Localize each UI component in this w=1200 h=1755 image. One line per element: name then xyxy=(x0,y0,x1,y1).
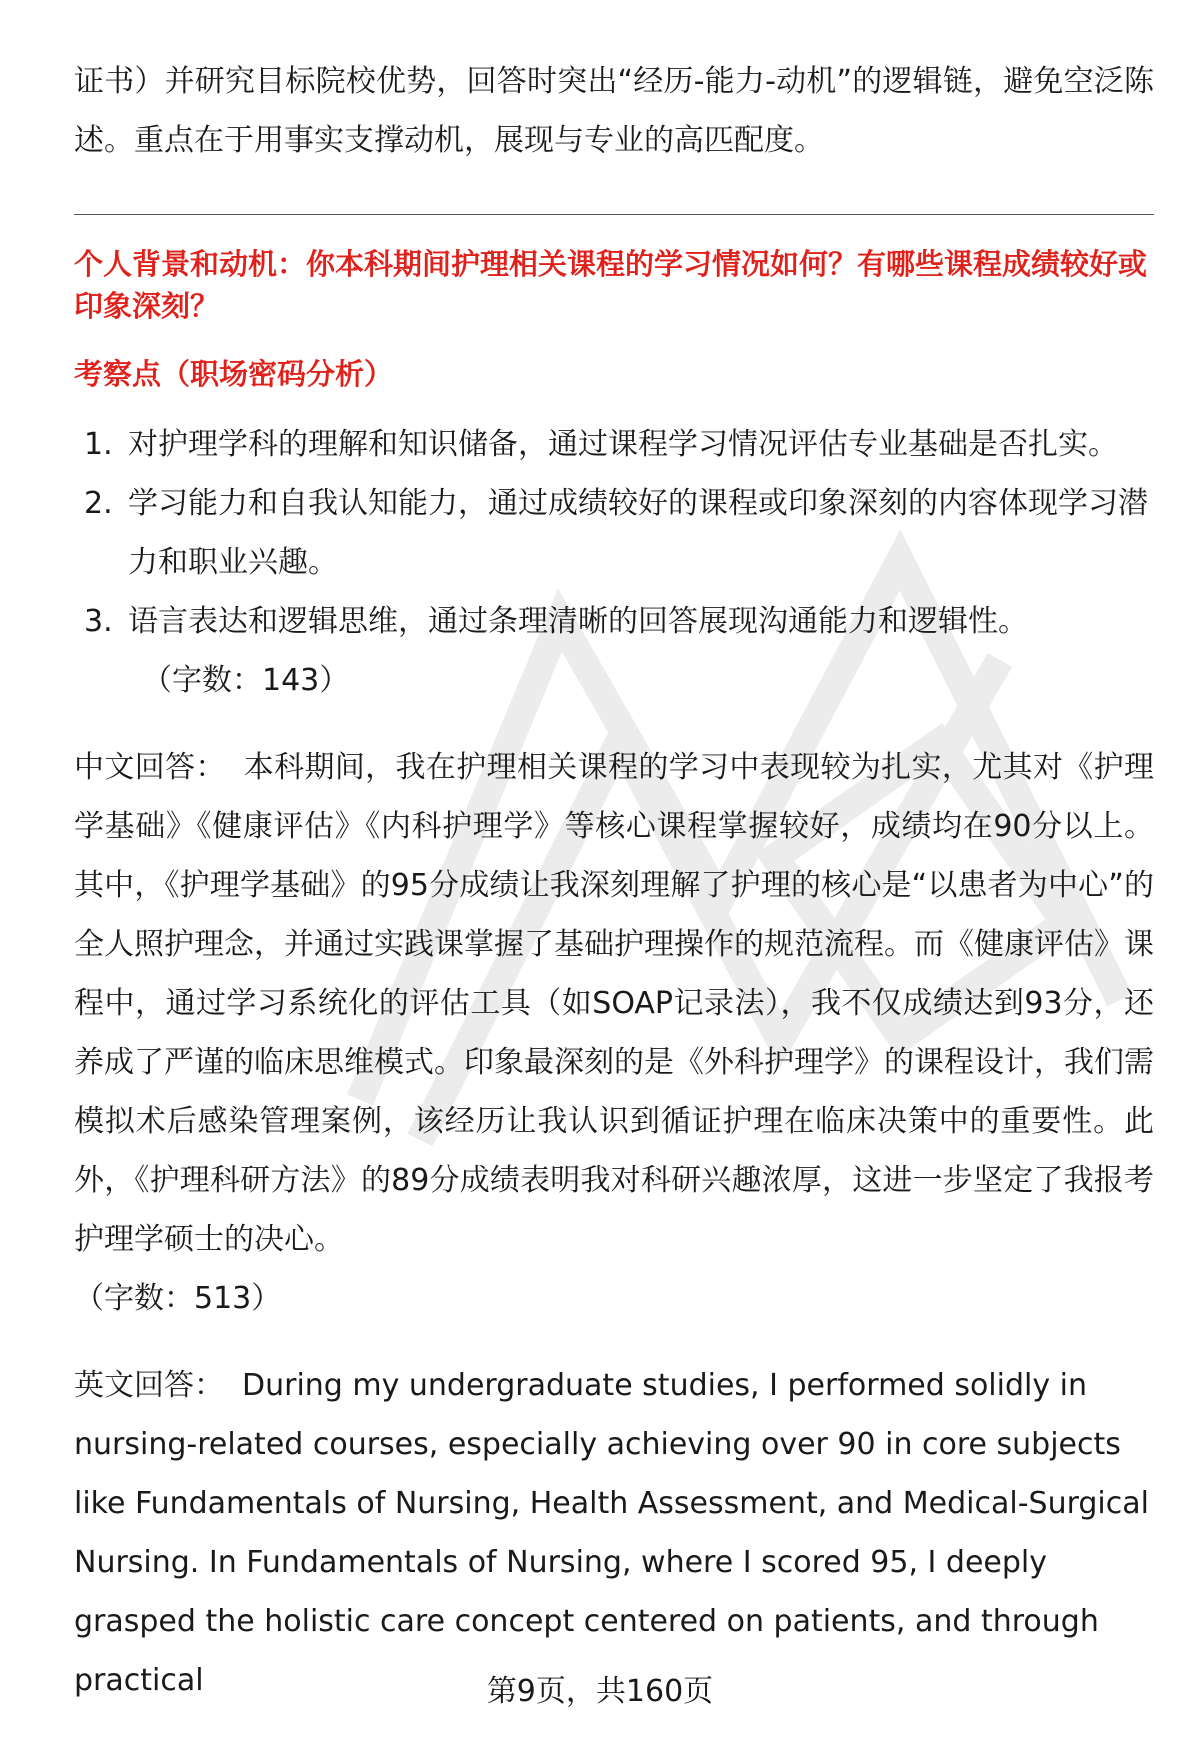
question-heading: 个人背景和动机：你本科期间护理相关课程的学习情况如何？有哪些课程成绩较好或印象深刻？ xyxy=(74,247,1148,323)
list-item-text: 学习能力和自我认知能力，通过成绩较好的课程或印象深刻的内容体现学习潜力和职业兴趣。 xyxy=(128,486,1148,580)
chinese-answer-word-count: （字数：513） xyxy=(74,1281,282,1316)
document-page xyxy=(74,52,1154,1710)
spacer xyxy=(74,710,1154,738)
list-item xyxy=(74,592,1154,651)
list-item-text: 对护理学科的理解和知识储备，通过课程学习情况评估专业基础是否扎实。 xyxy=(128,427,1118,462)
chinese-answer-text: 本科期间，我在护理相关课程的学习中表现较为扎实，尤其对《护理学基础》《健康评估》《内科护理学》等核心课程掌握较好，成绩均在90分以上。其中，《护理学基础》的95分成绩让我深刻理解了护理的核心是“以患者为中心”的全人照护理念，并通过实践课掌握了基础护理操作的规范流程。而《健康评估》课程中，通过学习系统化的评估工具（如SOAP记录法），我不仅成绩达到93分，还养成了严谨的临床思维模式。印象最深刻的是《外科护理学》的课程设计，我们需模拟术后感染管理案例，该经历让我认识到循证护理在临床决策中的重要性。此外，《护理科研方法》的89分成绩表明我对科研兴趣浓厚，这进一步坚定了我报考护理学硕士的决心。 xyxy=(74,750,1154,1257)
chinese-answer-label: 中文回答： xyxy=(74,750,226,785)
english-answer-text: During my undergraduate studies, I performed solidly in nursing-related courses, especially achieving over 90 in core subjects like Fundamentals of Nursing, Health Assessment, and Medical-Surgical Nursing. In Fundamentals of Nursing, where I scored 95, I deeply grasped the holistic care concept centered on patients, and through practical xyxy=(74,1368,1149,1698)
list-item-number: 2. xyxy=(84,486,113,521)
spacer xyxy=(74,1328,1154,1356)
list-item-number: 3. xyxy=(84,604,113,639)
section-divider xyxy=(74,214,1154,215)
intro-paragraph: 证书）并研究目标院校优势，回答时突出“经历-能力-动机”的逻辑链，避免空泛陈述。重点在于用事实支撑动机，展现与专业的高匹配度。 xyxy=(74,64,1154,158)
page-footer: 第9页，共160页 xyxy=(486,1674,714,1709)
analysis-heading: 考察点（职场密码分析） xyxy=(74,357,394,391)
list-item xyxy=(74,415,1154,474)
list-item xyxy=(74,474,1154,592)
analysis-points-list xyxy=(74,415,1154,651)
english-answer xyxy=(74,1356,1154,1710)
analysis-word-count: （字数：143） xyxy=(142,663,350,698)
list-item-number: 1. xyxy=(84,427,113,462)
chinese-answer xyxy=(74,738,1154,1269)
list-item-text: 语言表达和逻辑思维，通过条理清晰的回答展现沟通能力和逻辑性。 xyxy=(128,604,1028,639)
english-answer-label: 英文回答： xyxy=(74,1368,224,1403)
